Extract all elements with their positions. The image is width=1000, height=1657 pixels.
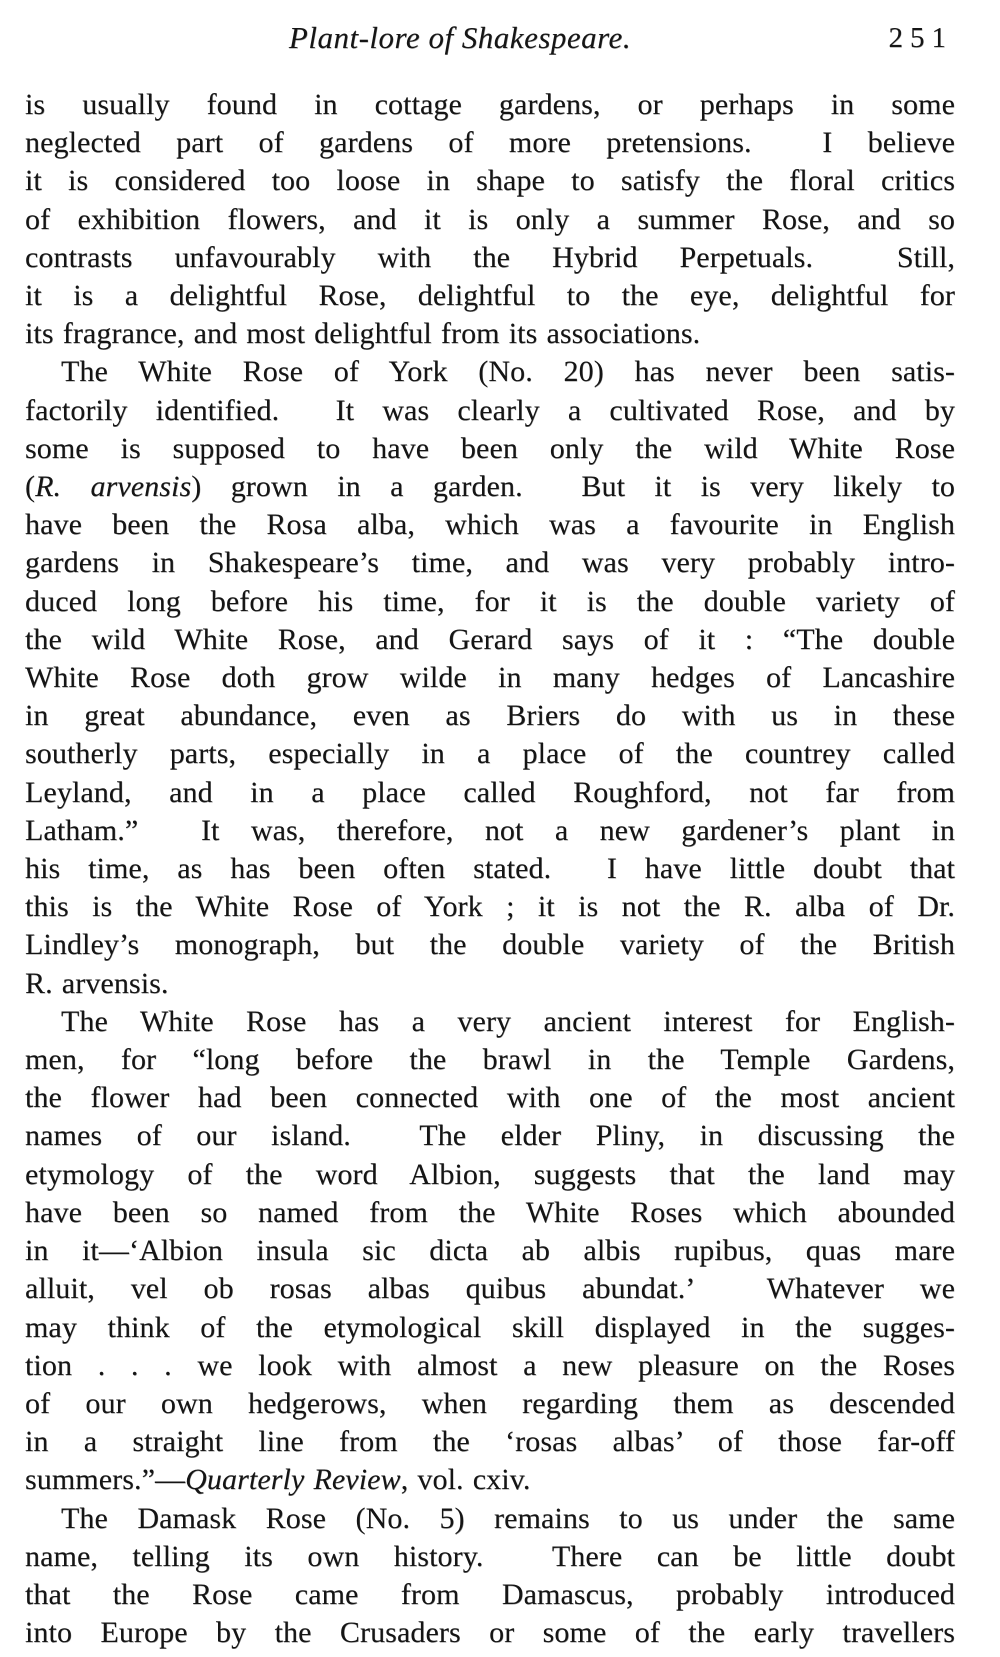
- text-segment: in great abundance, even as Briers do with us in these: [25, 699, 955, 733]
- text-line: [25, 353, 955, 391]
- text-segment: The White Rose of York (No. 20) has never been satis-: [61, 355, 955, 389]
- text-segment: have been the Rosa alba, which was a favourite in English: [25, 508, 955, 542]
- text-segment: names of our island. The elder Pliny, in discussing the: [25, 1119, 955, 1153]
- text-segment: it is considered too loose in shape to satisfy the floral critics: [25, 164, 955, 198]
- text-segment: its fragrance, and most delightful from its associations.: [25, 317, 701, 351]
- text-segment: Latham.” It was, therefore, not a new gardener’s plant in: [25, 813, 955, 847]
- text-segment: , vol. cxiv.: [400, 1463, 531, 1497]
- italic-text-segment: Quarterly Review: [185, 1463, 401, 1497]
- text-line: [25, 1003, 955, 1041]
- text-line: [25, 1614, 955, 1652]
- text-line: [25, 277, 955, 315]
- paragraph: [25, 353, 955, 1002]
- text-line: [25, 1500, 955, 1538]
- text-line: [25, 888, 955, 926]
- text-line: [25, 697, 955, 735]
- text-segment: ) grown in a garden. But it is very likely to: [191, 470, 955, 504]
- text-segment: contrasts unfavourably with the Hybrid Perpetuals. Still,: [25, 240, 955, 274]
- text-line: [25, 506, 955, 544]
- text-segment: is usually found in cottage gardens, or perhaps in some: [25, 88, 955, 121]
- text-segment: southerly parts, especially in a place of the countrey called: [25, 737, 955, 771]
- text-segment: gardens in Shakespeare’s time, and was very probably intro-: [25, 546, 955, 580]
- text-line: [25, 583, 955, 621]
- text-line: [25, 1194, 955, 1232]
- text-segment: summers.”—: [25, 1463, 186, 1497]
- running-header: [25, 18, 955, 62]
- text-segment: the flower had been connected with one of the most ancient: [25, 1081, 955, 1115]
- text-segment: neglected part of gardens of more pretensions. I believe: [25, 126, 955, 160]
- text-line: [25, 468, 955, 506]
- text-line: [25, 392, 955, 430]
- text-segment: duced long before his time, for it is the double variety of: [25, 584, 955, 618]
- text-segment: name, telling its own history. There can be little doubt: [25, 1539, 955, 1573]
- text-segment: Leyland, and in a place called Roughford, not far from: [25, 775, 955, 809]
- text-line: [25, 124, 955, 162]
- text-segment: R. arvensis.: [25, 966, 169, 1000]
- text-line: [25, 1423, 955, 1461]
- text-segment: (: [25, 470, 36, 504]
- text-segment: it is a delightful Rose, delightful to the eye, delightful for: [25, 279, 955, 313]
- text-line: [25, 544, 955, 582]
- text-line: [25, 1156, 955, 1194]
- text-segment: that the Rose came from Damascus, probably introduced: [25, 1577, 955, 1611]
- text-segment: of exhibition flowers, and it is only a summer Rose, and so: [25, 202, 955, 236]
- paragraph: [25, 86, 955, 353]
- text-line: [25, 430, 955, 468]
- text-line: [25, 1576, 955, 1614]
- text-segment: etymology of the word Albion, suggests that the land may: [25, 1157, 955, 1191]
- text-segment: some is supposed to have been only the wild White Rose: [25, 431, 955, 465]
- text-line: [25, 86, 955, 124]
- text-line: [25, 735, 955, 773]
- text-line: [25, 621, 955, 659]
- page-number: 251: [888, 22, 953, 54]
- text-line: [25, 812, 955, 850]
- text-segment: may think of the etymological skill displayed in the sugges-: [25, 1310, 955, 1344]
- text-line: [25, 1309, 955, 1347]
- text-segment: this is the White Rose of York ; it is not the R. alba of Dr.: [25, 890, 955, 924]
- text-segment: the wild White Rose, and Gerard says of it : “The double: [25, 622, 955, 656]
- text-line: [25, 1079, 955, 1117]
- text-line: [25, 659, 955, 697]
- text-segment: Lindley’s monograph, but the double variety of the British: [25, 928, 955, 962]
- text-line: [25, 850, 955, 888]
- text-line: [25, 1232, 955, 1270]
- text-line: [25, 315, 955, 353]
- text-line: [25, 1385, 955, 1423]
- header-title: Plant-lore of Shakespeare.: [288, 20, 632, 55]
- text-line: [25, 239, 955, 277]
- text-segment: in a straight line from the ‘rosas albas’ of those far-off: [25, 1425, 955, 1459]
- text-line: [25, 1270, 955, 1308]
- text-segment: alluit, vel ob rosas albas quibus abundat.’ Whatever we: [25, 1272, 955, 1306]
- text-line: [25, 965, 955, 1003]
- text-line: [25, 162, 955, 200]
- text-segment: The White Rose has a very ancient interest for English-: [61, 1004, 955, 1038]
- text-segment: factorily identified. It was clearly a cultivated Rose, and by: [25, 393, 955, 427]
- text-segment: have been so named from the White Roses which abounded: [25, 1195, 955, 1229]
- page-body: [25, 86, 955, 1652]
- text-line: [25, 774, 955, 812]
- text-segment: men, for “long before the brawl in the Temple Gardens,: [25, 1043, 955, 1077]
- text-segment: The Damask Rose (No. 5) remains to us under the same: [61, 1501, 955, 1535]
- text-segment: of our own hedgerows, when regarding them as descended: [25, 1386, 955, 1420]
- text-segment: tion . . . we look with almost a new pleasure on the Roses: [25, 1348, 955, 1382]
- italic-text-segment: R. arvensis: [35, 470, 192, 504]
- text-segment: White Rose doth grow wilde in many hedges of Lancashire: [25, 661, 955, 695]
- text-line: [25, 1461, 955, 1499]
- text-segment: in it—‘Albion insula sic dicta ab albis rupibus, quas mare: [25, 1234, 955, 1268]
- text-line: [25, 1117, 955, 1155]
- text-line: [25, 1041, 955, 1079]
- text-line: [25, 1347, 955, 1385]
- paragraph: [25, 1500, 955, 1653]
- text-line: [25, 201, 955, 239]
- text-line: [25, 1538, 955, 1576]
- text-segment: into Europe by the Crusaders or some of the early travellers: [25, 1616, 955, 1650]
- text-line: [25, 926, 955, 964]
- text-segment: his time, as has been often stated. I have little doubt that: [25, 852, 955, 886]
- paragraph: [25, 1003, 955, 1500]
